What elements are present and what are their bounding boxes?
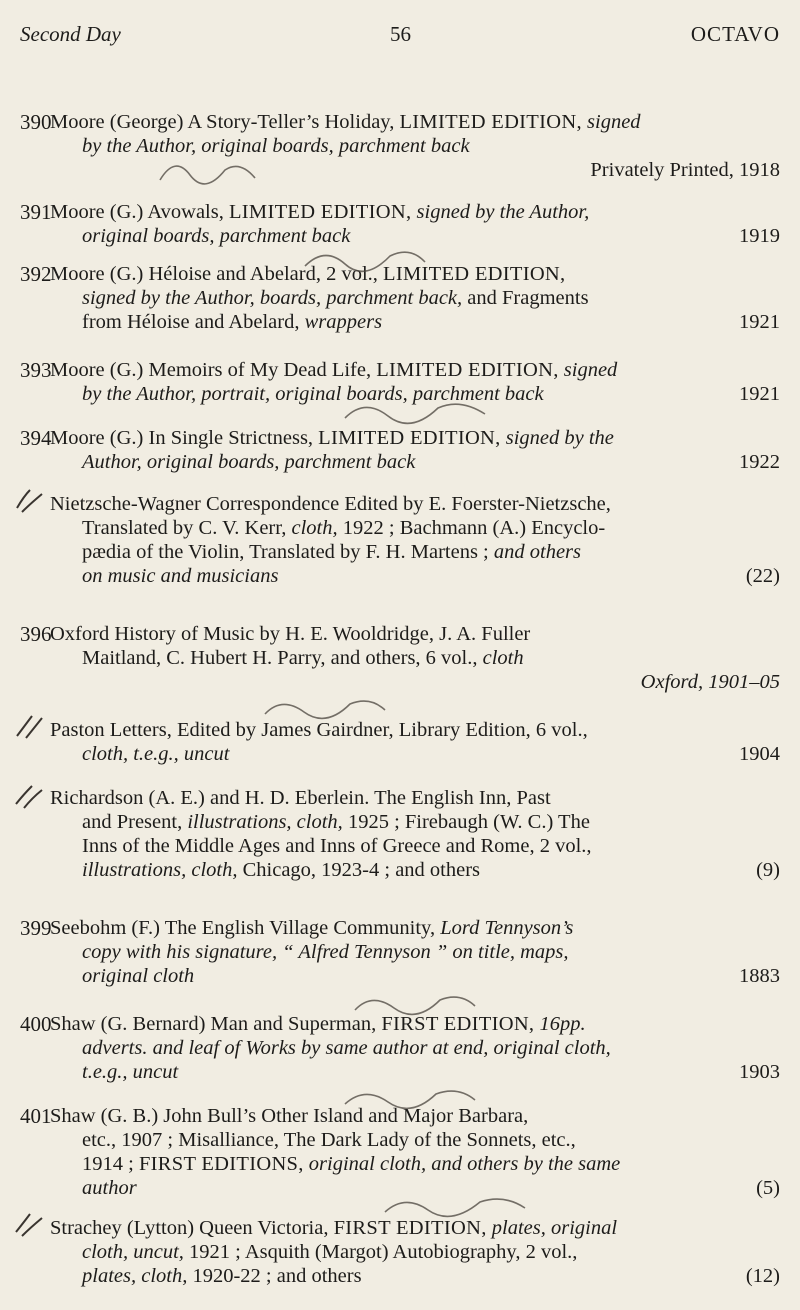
handwritten-tick-mark <box>14 486 46 516</box>
handwritten-tick-mark <box>14 780 46 810</box>
lot-number: 396 <box>20 622 52 646</box>
lot-entry-394: 394 Moore (G.) In Single Strictness, LIMITED EDITION, signed by the Author, original boards, parchment back 1922 <box>20 426 780 473</box>
lot-number: 400 <box>20 1012 52 1036</box>
page-header <box>20 22 780 52</box>
page-number: 56 <box>390 22 411 46</box>
pencil-annotation <box>340 1080 480 1116</box>
header-format: OCTAVO <box>690 22 780 46</box>
lot-number: 399 <box>20 916 52 940</box>
lot-entry-393: 393 Moore (G.) Memoirs of My Dead Life, LIMITED EDITION, signed by the Author, portrait, original boards, parchment back 1921 <box>20 358 780 405</box>
pencil-annotation <box>300 238 430 278</box>
lot-entry-396: 396 Oxford History of Music by H. E. Wooldridge, J. A. Fuller Maitland, C. Hubert H. Parry, and others, 6 vol., cloth Oxford, 1901–05 <box>20 622 780 693</box>
handwritten-tick-mark <box>14 1210 46 1240</box>
handwritten-tick-mark <box>14 712 46 742</box>
lot-number: 391 <box>20 200 52 224</box>
lot-entry-nietzsche: Nietzsche-Wagner Correspondence Edited by E. Foerster-Nietzsche, Translated by C. V. Kerr, cloth, 1922 ; Bachmann (A.) Encyclo- pædia of the Violin, Translated by F. H. Martens ; and others on music and musicians (22) <box>50 492 780 588</box>
lot-entry-paston: Paston Letters, Edited by James Gairdner, Library Edition, 6 vol., cloth, t.e.g., uncut 1904 <box>50 718 780 766</box>
lot-entry-richardson: Richardson (A. E.) and H. D. Eberlein. The English Inn, Past and Present, illustrations, cloth, 1925 ; Firebaugh (W. C.) The Inns of the Middle Ages and Inns of Greece and Rome, 2 vol., illustrations, cloth, Chicago, 1923-4 ; and others (9) <box>50 786 780 882</box>
pencil-annotation <box>350 986 480 1022</box>
pencil-annotation <box>155 150 265 190</box>
pencil-annotation <box>340 392 490 432</box>
lot-number: 401 <box>20 1104 52 1128</box>
lot-number: 393 <box>20 358 52 382</box>
lot-entry-390: 390 Moore (George) A Story-Teller’s Holiday, LIMITED EDITION, signed by the Author, original boards, parchment back Privately Printed, 1918 <box>20 110 780 181</box>
lot-entry-400: 400 Shaw (G. Bernard) Man and Superman, FIRST EDITION, 16pp. adverts. and leaf of Works by same author at end, original cloth, t.e.g., uncut 1903 <box>20 1012 780 1083</box>
lot-entry-399: 399 Seebohm (F.) The English Village Community, Lord Tennyson’s copy with his signature, “ Alfred Tennyson ” on title, maps, original cloth 1883 <box>20 916 780 987</box>
pencil-annotation <box>260 690 390 726</box>
lot-entry-strachey: Strachey (Lytton) Queen Victoria, FIRST EDITION, plates, original cloth, uncut, 1921 ; Asquith (Margot) Autobiography, 2 vol., plates, cloth, 1920-22 ; and others (12) <box>50 1216 780 1288</box>
pencil-annotation <box>380 1188 530 1224</box>
lot-number: 392 <box>20 262 52 286</box>
lot-entry-391: 391 Moore (G.) Avowals, LIMITED EDITION, signed by the Author, original boards, parchment back 1919 <box>20 200 780 247</box>
lot-entry-401: 401 Shaw (G. B.) John Bull’s Other Island and Major Barbara, etc., 1907 ; Misalliance, The Dark Lady of the Sonnets, etc., 1914 ; FIRST EDITIONS, original cloth, and others by the same author (5) <box>20 1104 780 1199</box>
lot-number: 390 <box>20 110 52 134</box>
lot-entry-392: 392 Moore (G.) Héloise and Abelard, 2 vol., LIMITED EDITION, signed by the Author, boards, parchment back, and Fragments from Héloise and Abelard, wrappers 1921 <box>20 262 780 333</box>
header-day: Second Day <box>20 22 121 46</box>
lot-number: 394 <box>20 426 52 450</box>
